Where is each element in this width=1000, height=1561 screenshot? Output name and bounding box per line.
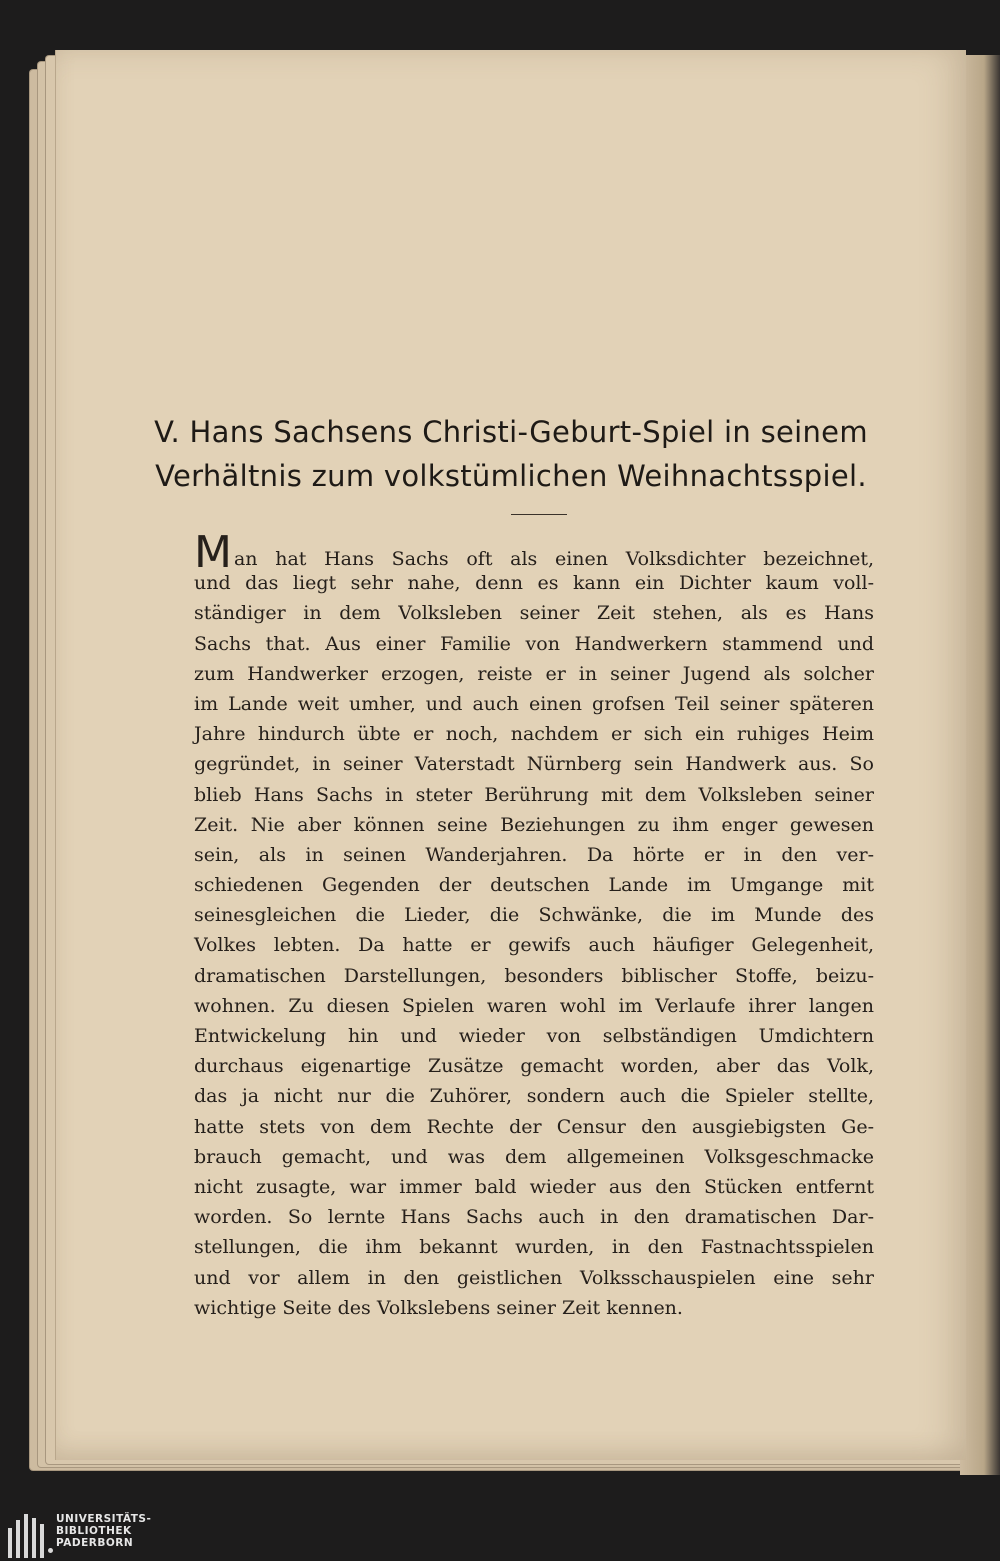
body-line-text: schiedenen Gegenden der deutschen Lande im Umgange mit xyxy=(194,874,874,897)
logo-bar xyxy=(40,1524,44,1558)
body-line-text: dramatischen Darstellungen, besonders biblischer Stoffe, beizu- xyxy=(194,964,874,987)
body-line-text: und vor allem in den geistlichen Volksschauspielen eine sehr xyxy=(194,1266,874,1289)
book-page xyxy=(55,50,966,1460)
body-line xyxy=(194,568,874,598)
body-line-text: hatte stets von dem Rechte der Censur den ausgiebigsten Ge- xyxy=(194,1115,874,1138)
body-paragraph xyxy=(194,527,874,1323)
body-line xyxy=(194,1232,874,1262)
body-line xyxy=(194,930,874,960)
body-line-text: das ja nicht nur die Zuhörer, sondern auch die Spieler stellte, xyxy=(194,1085,874,1108)
body-line xyxy=(194,659,874,689)
body-line xyxy=(194,689,874,719)
body-line xyxy=(194,870,874,900)
facing-page-edge xyxy=(960,55,1000,1475)
body-line xyxy=(194,1142,874,1172)
body-line-text: und das liegt sehr nahe, denn es kann ein Dichter kaum voll- xyxy=(194,572,874,595)
body-line xyxy=(194,900,874,930)
body-line xyxy=(194,1172,874,1202)
body-line-text: Sachs that. Aus einer Familie von Handwerkern stammend und xyxy=(194,632,874,655)
body-line-text: seinesgleichen die Lieder, die Schwänke, die im Munde des xyxy=(194,904,874,927)
body-line xyxy=(194,598,874,628)
body-line xyxy=(194,961,874,991)
body-line-text: blieb Hans Sachs in steter Berührung mit dem Volksleben seiner xyxy=(194,783,874,806)
body-line xyxy=(194,991,874,1021)
drop-cap: M xyxy=(194,527,232,578)
body-line-text: Jahre hindurch übte er noch, nachdem er sich ein ruhiges Heim xyxy=(194,723,874,746)
library-logo-text xyxy=(56,1513,151,1549)
library-logo xyxy=(8,1512,168,1558)
body-line-text: worden. So lernte Hans Sachs auch in den dramatischen Dar- xyxy=(194,1206,874,1229)
chapter-heading xyxy=(56,410,966,498)
body-line xyxy=(194,1202,874,1232)
body-line xyxy=(194,527,874,578)
body-line xyxy=(194,810,874,840)
body-line xyxy=(194,840,874,870)
body-line xyxy=(194,629,874,659)
library-logo-line-3: PADERBORN xyxy=(56,1537,134,1549)
body-line xyxy=(194,719,874,749)
body-line-text: nicht zusagte, war immer bald wieder aus den Stücken entfernt xyxy=(194,1175,874,1198)
body-line xyxy=(194,1293,874,1323)
body-line-text: stellungen, die ihm bekannt wurden, in den Fastnachtsspielen xyxy=(194,1236,874,1259)
body-line-text: gegründet, in seiner Vaterstadt Nürnberg sein Handwerk aus. So xyxy=(194,753,874,776)
body-line-text: im Lande weit umher, und auch einen grofsen Teil seiner späteren xyxy=(194,692,874,715)
body-line-text: wichtige Seite des Volkslebens seiner Zeit kennen. xyxy=(194,1296,683,1319)
library-logo-mark xyxy=(8,1512,52,1558)
body-line-text: wohnen. Zu diesen Spielen waren wohl im Verlaufe ihrer langen xyxy=(194,994,874,1017)
body-line-text: durchaus eigenartige Zusätze gemacht worden, aber das Volk, xyxy=(194,1055,874,1078)
body-line-text: Volkes lebten. Da hatte er gewifs auch häufiger Gelegenheit, xyxy=(194,934,874,957)
heading-divider xyxy=(511,514,567,515)
chapter-heading-line-1: V. Hans Sachsens Christi-Geburt-Spiel in seinem xyxy=(154,415,868,449)
logo-bar xyxy=(24,1514,28,1558)
body-line-text: Zeit. Nie aber können seine Beziehungen zu ihm enger gewesen xyxy=(194,813,874,836)
body-line xyxy=(194,1263,874,1293)
library-logo-line-1: UNIVERSITÄTS- xyxy=(56,1513,152,1525)
body-line xyxy=(194,1112,874,1142)
body-line-text: brauch gemacht, und was dem allgemeinen Volksgeschmacke xyxy=(194,1145,874,1168)
body-line xyxy=(194,1021,874,1051)
body-line-text: an hat Hans Sachs oft als einen Volksdichter bezeichnet, xyxy=(233,548,874,570)
library-logo-line-2: BIBLIOTHEK xyxy=(56,1525,132,1537)
logo-bar xyxy=(32,1518,36,1558)
body-line xyxy=(194,749,874,779)
body-line-text: ständiger in dem Volksleben seiner Zeit stehen, als es Hans xyxy=(194,602,874,625)
body-line-text: Entwickelung hin und wieder von selbständigen Umdichtern xyxy=(194,1025,874,1047)
logo-bar xyxy=(16,1520,20,1558)
logo-dot xyxy=(48,1548,53,1553)
chapter-heading-line-2: Verhältnis zum volkstümlichen Weihnachtsspiel. xyxy=(155,459,867,493)
body-line xyxy=(194,1051,874,1081)
logo-bar xyxy=(8,1528,12,1558)
body-line-text: zum Handwerker erzogen, reiste er in seiner Jugend als solcher xyxy=(194,662,874,685)
body-line xyxy=(194,1081,874,1111)
body-line-text: sein, als in seinen Wanderjahren. Da hörte er in den ver- xyxy=(194,843,874,866)
body-line xyxy=(194,780,874,810)
